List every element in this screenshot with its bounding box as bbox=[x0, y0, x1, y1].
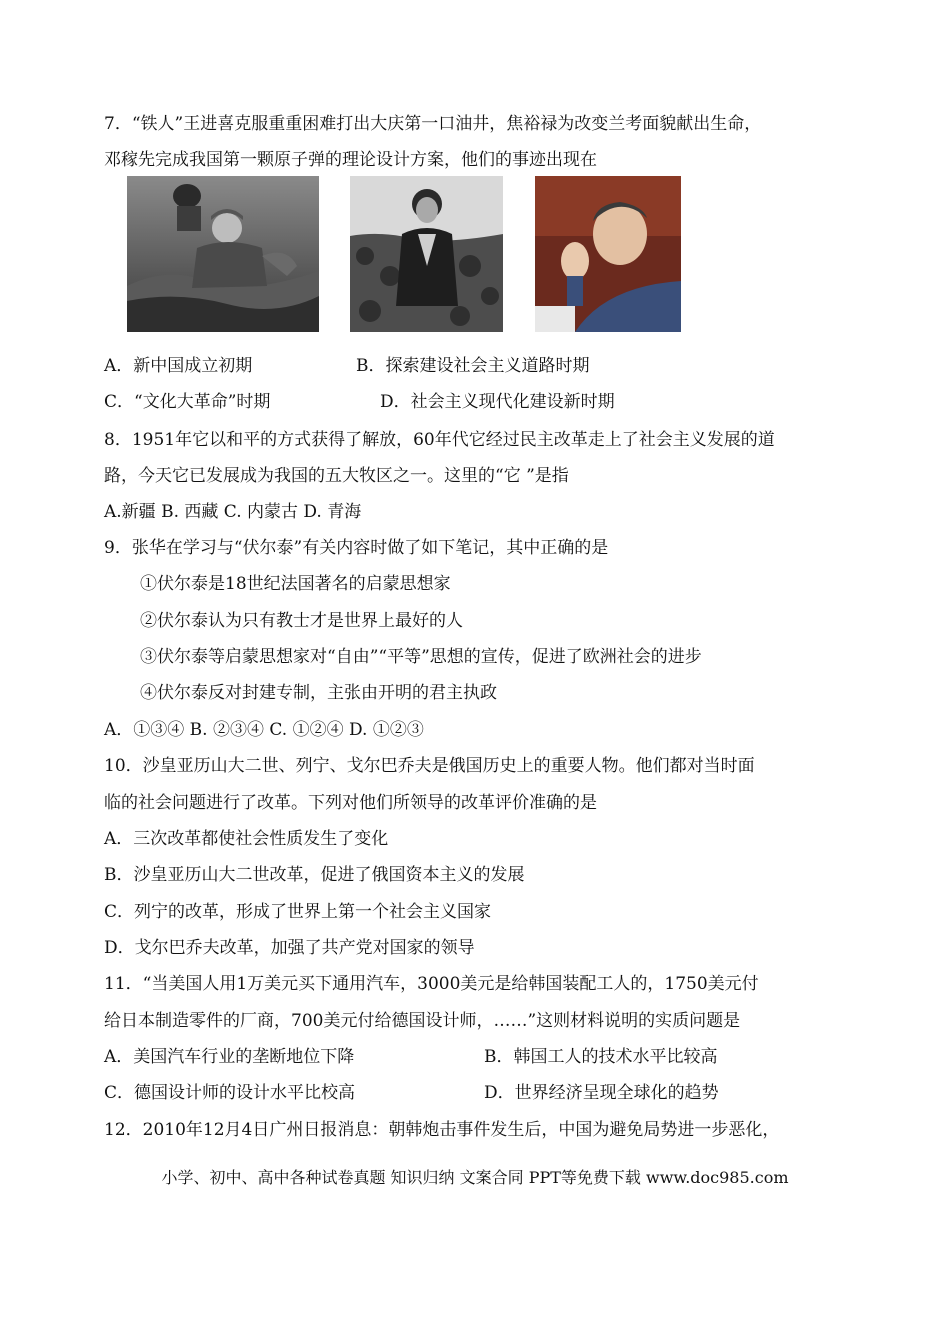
q9-statement-4: ④伏尔泰反对封建专制，主张由开明的君主执政 bbox=[140, 683, 497, 703]
q11-stem-line1: 11．“当美国人用1万美元买下通用汽车，3000美元是给韩国装配工人的，1750美元付 bbox=[104, 974, 759, 994]
q7-stem-line1: 7．“铁人”王进喜克服重重困难打出大庆第一口油井，焦裕禄为改变兰考面貌献出生命， bbox=[104, 114, 762, 134]
q10-option-d: D．戈尔巴乔夫改革，加强了共产党对国家的领导 bbox=[104, 938, 475, 958]
q9-stem: 9．张华在学习与“伏尔泰”有关内容时做了如下笔记，其中正确的是 bbox=[104, 538, 609, 558]
q8-options: A.新疆 B. 西藏 C. 内蒙古 D. 青海 bbox=[104, 502, 362, 522]
page-footer: 小学、初中、高中各种试卷真题 知识归纳 文案合同 PPT等免费下载 www.doc985.com bbox=[161, 1168, 789, 1187]
q11-stem-line2: 给日本制造零件的厂商，700美元付给德国设计师，……”这则材料说明的实质问题是 bbox=[104, 1011, 741, 1031]
q11-option-c: C．德国设计师的设计水平比校高 bbox=[104, 1083, 356, 1103]
q7-option-c: C．“文化大革命”时期 bbox=[104, 392, 271, 412]
q8-stem-line1: 8．1951年它以和平的方式获得了解放，60年代它经过民主改革走上了社会主义发展的道 bbox=[104, 430, 775, 450]
q9-options: A．①③④ B. ②③④ C. ①②④ D. ①②③ bbox=[104, 720, 424, 740]
q9-statement-2: ②伏尔泰认为只有教士才是世界上最好的人 bbox=[140, 611, 463, 631]
q7-option-b: B．探索建设社会主义道路时期 bbox=[356, 356, 590, 376]
q11-option-a: A．美国汽车行业的垄断地位下降 bbox=[104, 1047, 355, 1067]
q10-option-a: A．三次改革都使社会性质发生了变化 bbox=[104, 829, 389, 849]
q7-option-d: D．社会主义现代化建设新时期 bbox=[380, 392, 615, 412]
q10-stem-line2: 临的社会问题进行了改革。下列对他们所领导的改革评价准确的是 bbox=[104, 793, 597, 813]
photo-deng-jiaxian bbox=[535, 176, 681, 332]
photo-jiao-yulu bbox=[350, 176, 503, 332]
photo-wang-jinxi bbox=[127, 176, 319, 332]
q9-statement-3: ③伏尔泰等启蒙思想家对“自由”“平等”思想的宣传，促进了欧洲社会的进步 bbox=[140, 647, 702, 667]
q11-option-d: D．世界经济呈现全球化的趋势 bbox=[484, 1083, 719, 1103]
q10-option-b: B．沙皇亚历山大二世改革，促进了俄国资本主义的发展 bbox=[104, 865, 525, 885]
q7-option-a: A．新中国成立初期 bbox=[104, 356, 253, 376]
q9-statement-1: ①伏尔泰是18世纪法国著名的启蒙思想家 bbox=[140, 574, 451, 594]
q11-option-b: B．韩国工人的技术水平比较高 bbox=[484, 1047, 718, 1067]
q10-stem-line1: 10．沙皇亚历山大二世、列宁、戈尔巴乔夫是俄国历史上的重要人物。他们都对当时面 bbox=[104, 756, 755, 776]
q7-stem-line2: 邓稼先完成我国第一颗原子弹的理论设计方案，他们的事迹出现在 bbox=[104, 150, 597, 170]
q8-stem-line2: 路，今天它已发展成为我国的五大牧区之一。这里的“它 ”是指 bbox=[104, 466, 569, 486]
q10-option-c: C．列宁的改革，形成了世界上第一个社会主义国家 bbox=[104, 902, 492, 922]
q12-stem-line1: 12．2010年12月4日广州日报消息：朝韩炮击事件发生后，中国为避免局势进一步恶化， bbox=[104, 1120, 780, 1140]
